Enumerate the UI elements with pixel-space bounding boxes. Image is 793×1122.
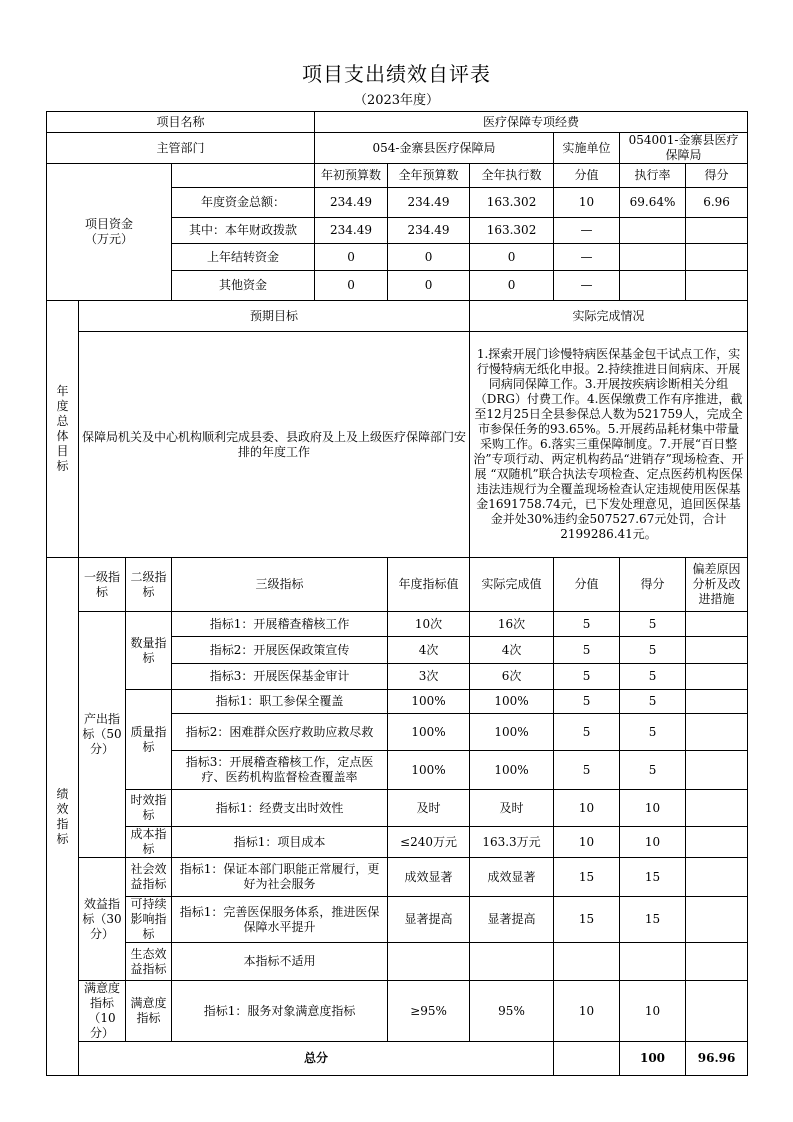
funds-row-executed: 163.302 <box>470 218 554 244</box>
indicator-target: ≥95% <box>388 981 470 1042</box>
funds-row-executed: 163.302 <box>470 188 554 218</box>
indicator-reason <box>686 943 748 981</box>
funds-row-executed: 0 <box>470 244 554 271</box>
funds-row-executed: 0 <box>470 271 554 301</box>
indicator-reason <box>686 664 748 690</box>
total-blank <box>554 1042 620 1076</box>
indicator-target: 显著提高 <box>388 897 470 943</box>
satisfaction-sub-label: 满意度指标 <box>126 981 172 1042</box>
indicator-got: 10 <box>620 790 686 827</box>
indicator-got: 15 <box>620 858 686 897</box>
total-score: 100 <box>620 1042 686 1076</box>
actual-completion-text: 1.探索开展门诊慢特病医保基金包干试点工作，实行慢特病无纸化申报。2.持续推进日间病床、开展同病同保障工作。3.开展按疾病诊断相关分组（DRG）付费工作。4.医保缴费工作有序推进，截至12月25日全县参保总人数为521759人，完成全市参保任务的93.65%。5.开展药品耗材集中带量采购工作。6.落实三重保障制度。7.开展“百日整治”专项行动、两定机构药品“进销存”现场检查、开展 “双随机”联合执法专项检查、定点医药机构医保违法违规行为全覆盖现场检查认定违规使用医保基金1691758.74元，已下发处理意见，追回医保基金并处30%违约金507527.67元处罚，合计 2199286.41元。 <box>470 332 748 558</box>
funds-header-executed: 全年执行数 <box>470 164 554 188</box>
evaluation-table <box>46 111 748 1076</box>
indicator-got: 15 <box>620 897 686 943</box>
indicator-reason <box>686 981 748 1042</box>
indicator-got: 5 <box>620 637 686 664</box>
funds-row-name: 其中：本年财政拨款 <box>172 218 315 244</box>
indicator-score: 10 <box>554 827 620 858</box>
indicator-actual: 显著提高 <box>470 897 554 943</box>
indicator-actual: 95% <box>470 981 554 1042</box>
expected-goal-text: 保障局机关及中心机构顺利完成县委、县政府及上及上级医疗保障部门安排的年度工作 <box>79 332 470 558</box>
funds-row-initial: 0 <box>315 244 388 271</box>
header-actual: 实际完成值 <box>470 558 554 612</box>
funds-header-initial: 年初预算数 <box>315 164 388 188</box>
funds-header-annual: 全年预算数 <box>388 164 470 188</box>
actual-completion-header: 实际完成情况 <box>470 301 748 332</box>
indicator-got: 5 <box>620 612 686 637</box>
indicator-reason <box>686 827 748 858</box>
indicator-score: 10 <box>554 790 620 827</box>
header-level1: 一级指标 <box>79 558 126 612</box>
funds-row-score: — <box>554 271 620 301</box>
indicator-name: 指标1：项目成本 <box>172 827 388 858</box>
funds-row-got <box>686 218 748 244</box>
funds-header-score: 分值 <box>554 164 620 188</box>
funds-row-initial: 234.49 <box>315 188 388 218</box>
indicator-target: 3次 <box>388 664 470 690</box>
indicator-actual: 成效显著 <box>470 858 554 897</box>
funds-row-rate: 69.64% <box>620 188 686 218</box>
indicator-target: 10次 <box>388 612 470 637</box>
indicator-score: 15 <box>554 858 620 897</box>
indicator-name: 指标1：经费支出时效性 <box>172 790 388 827</box>
funds-row-got <box>686 271 748 301</box>
funds-row-annual: 0 <box>388 271 470 301</box>
funds-row-score: 10 <box>554 188 620 218</box>
project-name-value: 医疗保障专项经费 <box>315 112 748 133</box>
dept-label: 主管部门 <box>47 133 315 164</box>
indicator-actual: 163.3万元 <box>470 827 554 858</box>
indicator-actual: 16次 <box>470 612 554 637</box>
indicator-name: 本指标不适用 <box>172 943 388 981</box>
funds-label: 项目资金 （万元） <box>47 164 172 301</box>
indicator-target <box>388 943 470 981</box>
funds-header-blank <box>172 164 315 188</box>
indicator-target: 及时 <box>388 790 470 827</box>
indicator-target: 成效显著 <box>388 858 470 897</box>
indicator-score: 10 <box>554 981 620 1042</box>
total-label: 总分 <box>79 1042 554 1076</box>
eco-indicator-label: 生态效益指标 <box>126 943 172 981</box>
header-score: 分值 <box>554 558 620 612</box>
form-year: （2023年度） <box>353 93 440 108</box>
header-level3: 三级指标 <box>172 558 388 612</box>
social-indicator-label: 社会效益指标 <box>126 858 172 897</box>
indicator-name: 指标3：开展医保基金审计 <box>172 664 388 690</box>
indicator-name: 指标2：开展医保政策宣传 <box>172 637 388 664</box>
indicator-score: 5 <box>554 664 620 690</box>
indicator-reason <box>686 690 748 714</box>
satisfaction-indicator-label: 满意度指标（10分） <box>79 981 126 1042</box>
goals-label: 年 度 总 体 目 标 <box>47 301 79 558</box>
indicator-got: 5 <box>620 690 686 714</box>
indicator-target: 4次 <box>388 637 470 664</box>
indicator-got: 5 <box>620 751 686 790</box>
indicator-actual: 及时 <box>470 790 554 827</box>
impl-unit-label: 实施单位 <box>554 133 620 164</box>
funds-row-name: 其他资金 <box>172 271 315 301</box>
funds-row-name: 年度资金总额： <box>172 188 315 218</box>
funds-row-score: — <box>554 218 620 244</box>
header-target: 年度指标值 <box>388 558 470 612</box>
funds-row-score: — <box>554 244 620 271</box>
indicators-label: 绩 效 指 标 <box>47 558 79 1076</box>
benefit-indicator-label: 效益指标（30分） <box>79 858 126 981</box>
funds-header-rate: 执行率 <box>620 164 686 188</box>
indicator-reason <box>686 858 748 897</box>
indicator-actual: 4次 <box>470 637 554 664</box>
indicator-score: 5 <box>554 751 620 790</box>
indicator-actual: 100% <box>470 751 554 790</box>
indicator-got: 10 <box>620 981 686 1042</box>
cost-indicator-label: 成本指标 <box>126 827 172 858</box>
sustain-indicator-label: 可持续影响指标 <box>126 897 172 943</box>
indicator-target: 100% <box>388 690 470 714</box>
total-got: 96.96 <box>686 1042 748 1076</box>
indicator-name: 指标1：保证本部门职能正常履行，更好为社会服务 <box>172 858 388 897</box>
indicator-score <box>554 943 620 981</box>
indicator-got: 10 <box>620 827 686 858</box>
indicator-got: 5 <box>620 714 686 751</box>
funds-row-rate <box>620 244 686 271</box>
output-indicator-label: 产出指标（50分） <box>79 612 126 858</box>
indicator-target: ≤240万元 <box>388 827 470 858</box>
impl-unit-value: 054001-金寨县医疗保障局 <box>620 133 748 164</box>
header-got: 得分 <box>620 558 686 612</box>
funds-row-annual: 234.49 <box>388 188 470 218</box>
funds-row-got: 6.96 <box>686 188 748 218</box>
funds-header-got: 得分 <box>686 164 748 188</box>
indicator-name: 指标1：完善医保服务体系，推进医保保障水平提升 <box>172 897 388 943</box>
funds-row-initial: 0 <box>315 271 388 301</box>
indicator-name: 指标1：服务对象满意度指标 <box>172 981 388 1042</box>
indicator-got: 5 <box>620 664 686 690</box>
indicator-reason <box>686 612 748 637</box>
indicator-name: 指标2：困难群众医疗救助应救尽救 <box>172 714 388 751</box>
indicator-reason <box>686 751 748 790</box>
indicator-name: 指标3：开展稽查稽核工作，定点医疗、医药机构监督检查覆盖率 <box>172 751 388 790</box>
indicator-target: 100% <box>388 751 470 790</box>
indicator-name: 指标1：职工参保全覆盖 <box>172 690 388 714</box>
project-name-label: 项目名称 <box>47 112 315 133</box>
funds-row-got <box>686 244 748 271</box>
funds-row-annual: 0 <box>388 244 470 271</box>
expected-goal-header: 预期目标 <box>79 301 470 332</box>
funds-row-name: 上年结转资金 <box>172 244 315 271</box>
funds-row-initial: 234.49 <box>315 218 388 244</box>
form-title: 项目支出绩效自评表 <box>302 62 491 86</box>
quality-indicator-label: 质量指标 <box>126 690 172 790</box>
indicator-score: 5 <box>554 714 620 751</box>
indicator-name: 指标1：开展稽查稽核工作 <box>172 612 388 637</box>
indicator-actual: 100% <box>470 690 554 714</box>
header-reason: 偏差原因分析及改进措施 <box>686 558 748 612</box>
indicator-got <box>620 943 686 981</box>
indicator-score: 5 <box>554 612 620 637</box>
indicator-actual: 100% <box>470 714 554 751</box>
indicator-reason <box>686 790 748 827</box>
indicator-target: 100% <box>388 714 470 751</box>
header-level2: 二级指标 <box>126 558 172 612</box>
indicator-actual <box>470 943 554 981</box>
funds-row-annual: 234.49 <box>388 218 470 244</box>
indicator-reason <box>686 897 748 943</box>
indicator-score: 5 <box>554 637 620 664</box>
funds-row-rate <box>620 271 686 301</box>
indicator-actual: 6次 <box>470 664 554 690</box>
indicator-reason <box>686 637 748 664</box>
indicator-score: 5 <box>554 690 620 714</box>
dept-value: 054-金寨县医疗保障局 <box>315 133 554 164</box>
quantity-indicator-label: 数量指标 <box>126 612 172 690</box>
timeliness-indicator-label: 时效指标 <box>126 790 172 827</box>
indicator-reason <box>686 714 748 751</box>
funds-row-rate <box>620 218 686 244</box>
indicator-score: 15 <box>554 897 620 943</box>
